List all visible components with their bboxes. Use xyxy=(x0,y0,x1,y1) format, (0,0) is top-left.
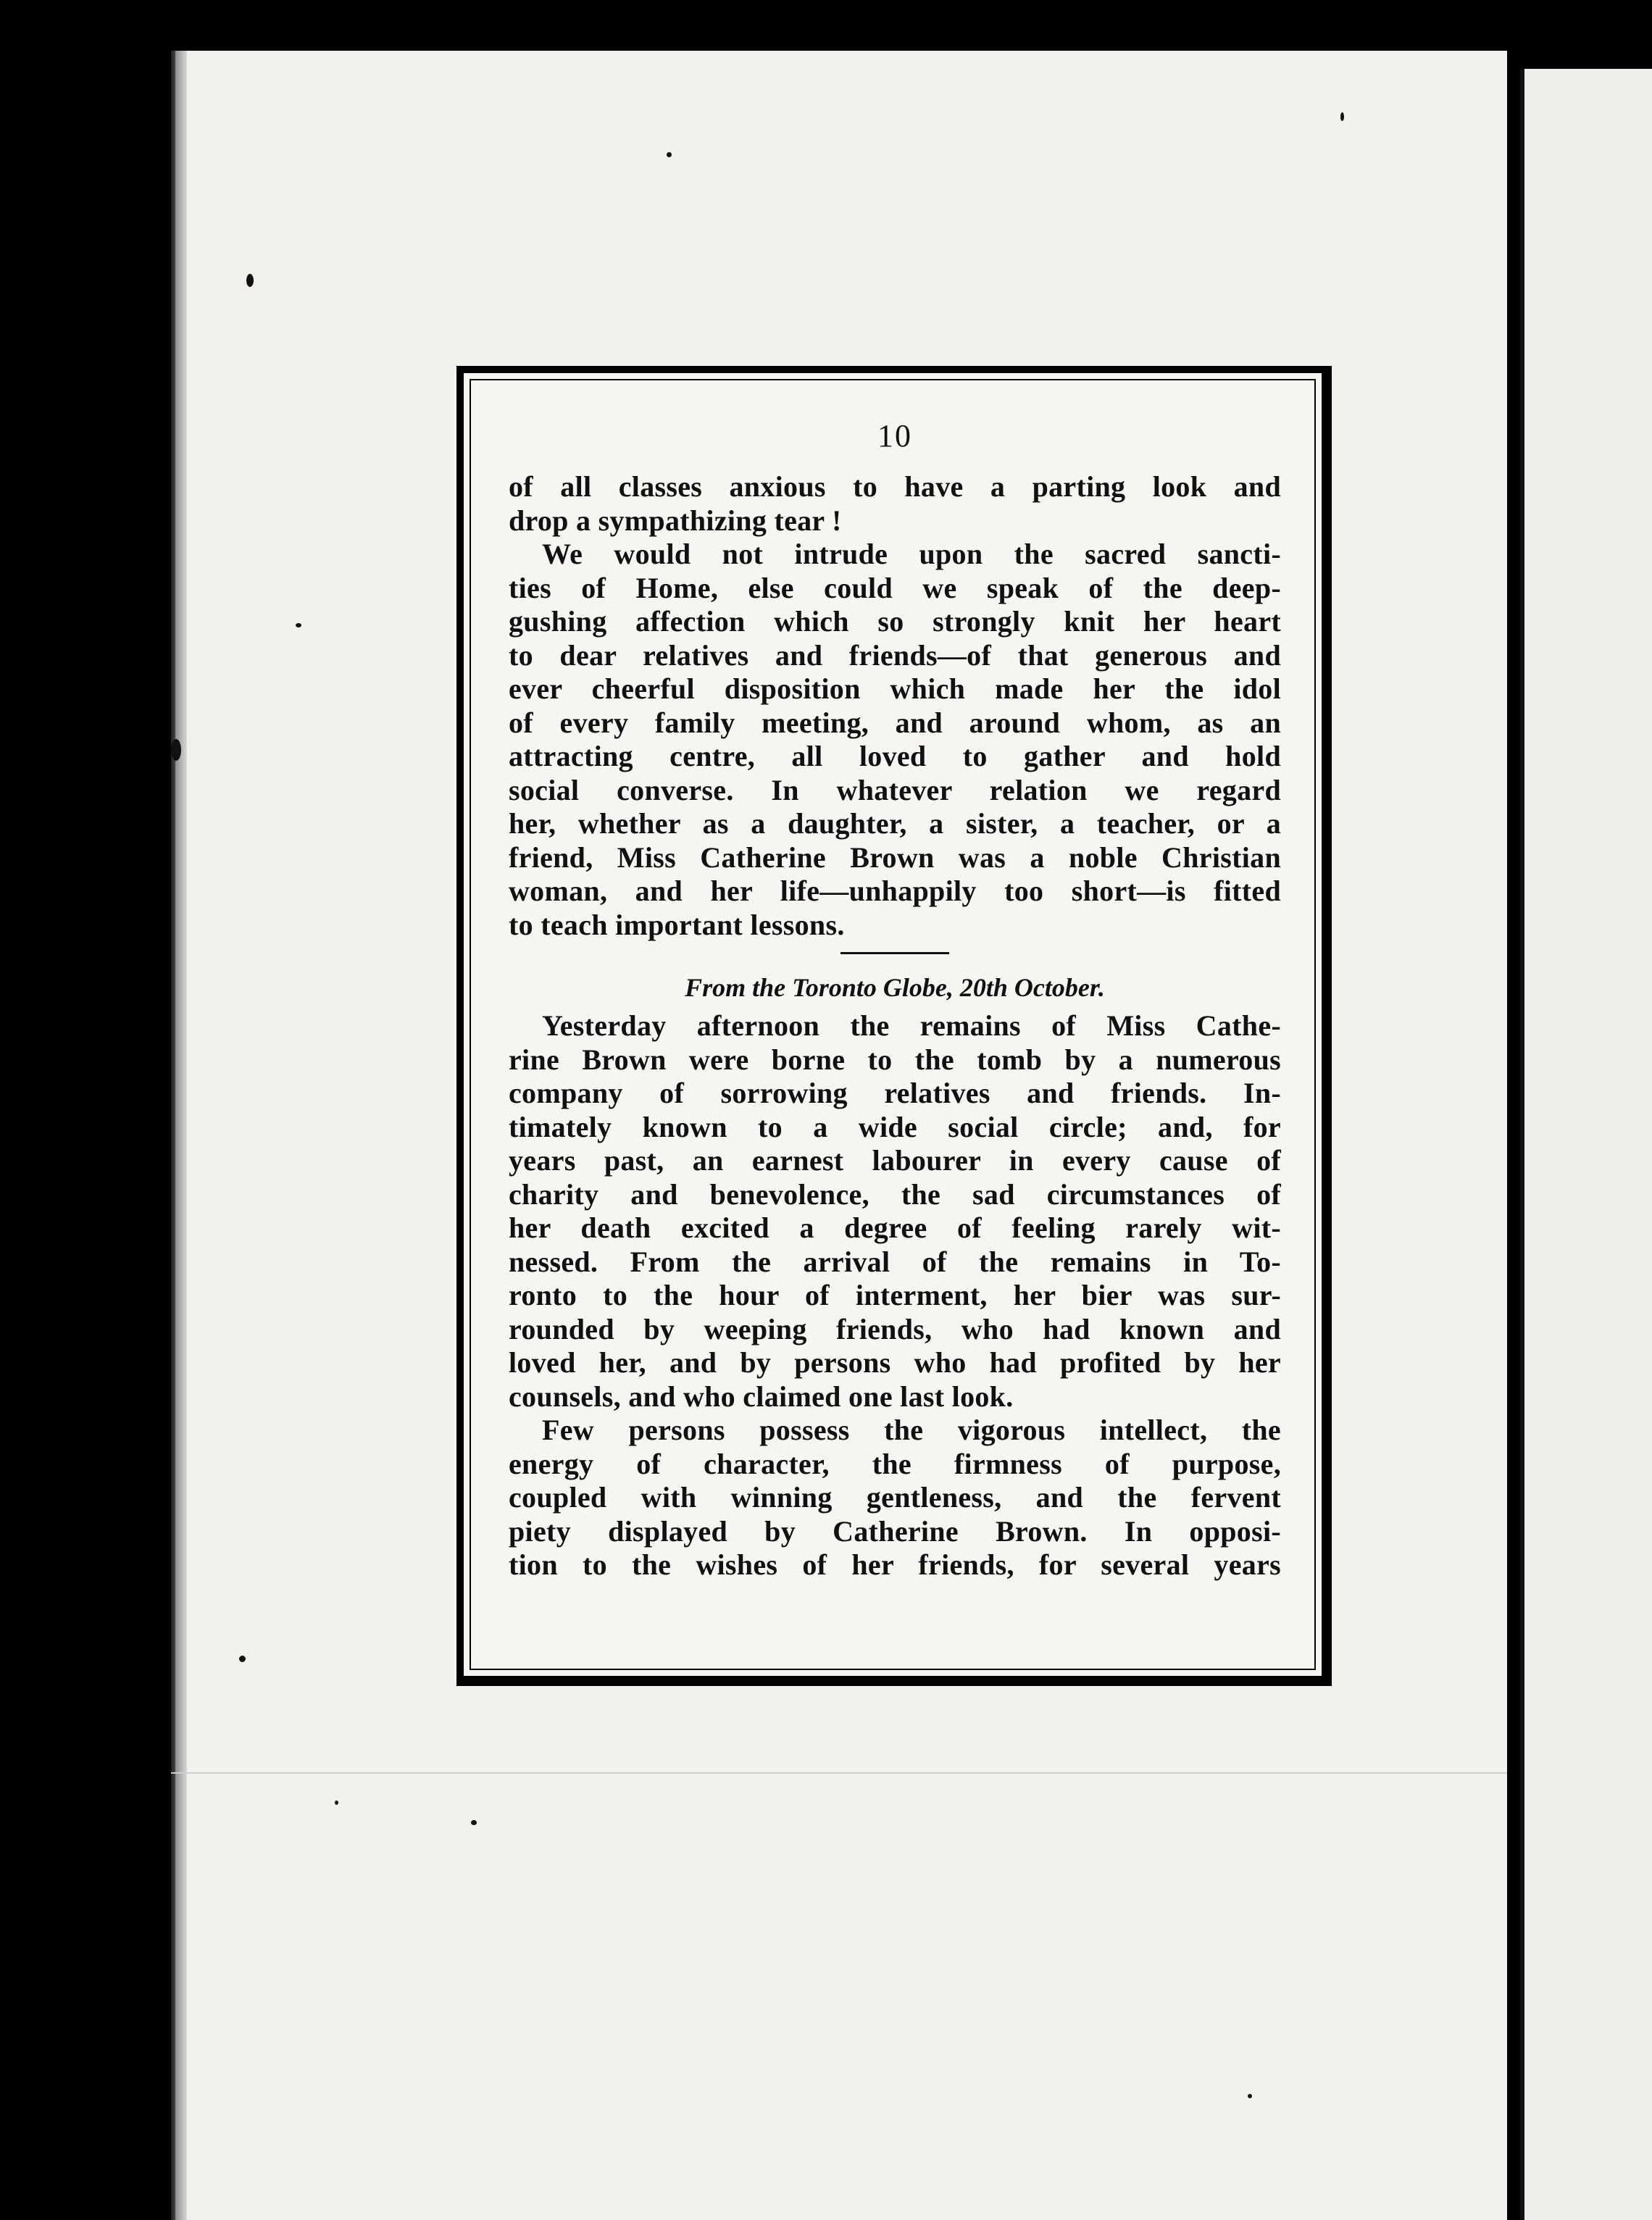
text-line: attracting centre, all loved to gather and hold xyxy=(509,740,1281,772)
text-line: Few persons possess the vigorous intellect, the xyxy=(542,1414,1281,1446)
section-heading: From the Toronto Globe, 20th October. xyxy=(685,973,1105,1002)
text-line: Yesterday afternoon the remains of Miss Cathe- xyxy=(542,1009,1281,1042)
scan-speck xyxy=(296,623,301,627)
text-line: drop a sympathizing tear ! xyxy=(509,504,842,537)
text-line: nessed. From the arrival of the remains in To- xyxy=(509,1245,1281,1278)
scan-speck xyxy=(1248,2094,1252,2098)
scan-speck xyxy=(1340,112,1344,121)
text-line: years past, an earnest labourer in every cause of xyxy=(509,1144,1281,1177)
text-line: counsels, and who claimed one last look. xyxy=(509,1380,1014,1413)
text-line: charity and benevolence, the sad circumstances of xyxy=(509,1177,1281,1211)
paragraph-2 xyxy=(509,538,1281,942)
text-line: We would not intrude upon the sacred sancti- xyxy=(542,538,1281,570)
text-line: loved her, and by persons who had profited by her xyxy=(509,1346,1281,1379)
text-line: to dear relatives and friends—of that generous and xyxy=(509,638,1281,672)
text-line: social converse. In whatever relation we regard xyxy=(509,773,1281,806)
scan-speck xyxy=(667,152,672,157)
text-line: gushing affection which so strongly knit her heart xyxy=(509,605,1281,638)
text-line: company of sorrowing relatives and friends. In- xyxy=(509,1077,1281,1109)
adjacent-page-strip xyxy=(1520,69,1652,2220)
text-line: tion to the wishes of her friends, for several years xyxy=(509,1548,1281,1581)
scan-speck xyxy=(171,739,181,761)
text-line: piety displayed by Catherine Brown. In opposi- xyxy=(509,1514,1281,1548)
scan-speck xyxy=(471,1820,477,1825)
text-line: of every family meeting, and around whom, as an xyxy=(509,706,1281,739)
text-line: energy of character, the firmness of purpose, xyxy=(509,1447,1281,1480)
text-line: rounded by weeping friends, who had known and xyxy=(509,1312,1281,1345)
text-line: friend, Miss Catherine Brown was a noble Christian xyxy=(509,840,1281,874)
text-line: of all classes anxious to have a parting look and xyxy=(509,470,1281,503)
text-line: woman, and her life—unhappily too short—is fitted xyxy=(509,875,1281,907)
page-crease xyxy=(171,1772,1507,1774)
text-line: ties of Home, else could we speak of the deep- xyxy=(509,571,1281,604)
text-line: coupled with winning gentleness, and the fervent xyxy=(509,1481,1281,1514)
paragraph-4 xyxy=(509,1414,1281,1582)
scan-speck xyxy=(246,274,254,287)
page-content xyxy=(509,415,1281,1582)
text-line: to teach important lessons. xyxy=(509,908,845,941)
paragraph-3 xyxy=(509,1009,1281,1414)
text-line: ever cheerful disposition which made her the idol xyxy=(509,672,1281,705)
text-line: timately known to a wide social circle; and, for xyxy=(509,1110,1281,1143)
text-line: her death excited a degree of feeling rarely wit- xyxy=(509,1211,1281,1244)
text-frame xyxy=(456,366,1332,1686)
paragraph-1 xyxy=(509,470,1281,538)
text-line: her, whether as a daughter, a sister, a teacher, or a xyxy=(509,807,1281,840)
page-number: 10 xyxy=(877,418,912,454)
text-line: ronto to the hour of interment, her bier was sur- xyxy=(509,1279,1281,1311)
text-line: rine Brown were borne to the tomb by a numerous xyxy=(509,1043,1281,1076)
page-left-edge xyxy=(171,51,187,2220)
scan-top-border xyxy=(0,0,1652,51)
section-divider-rule xyxy=(840,952,949,954)
scan-speck xyxy=(239,1656,246,1662)
scan-speck xyxy=(335,1800,338,1805)
